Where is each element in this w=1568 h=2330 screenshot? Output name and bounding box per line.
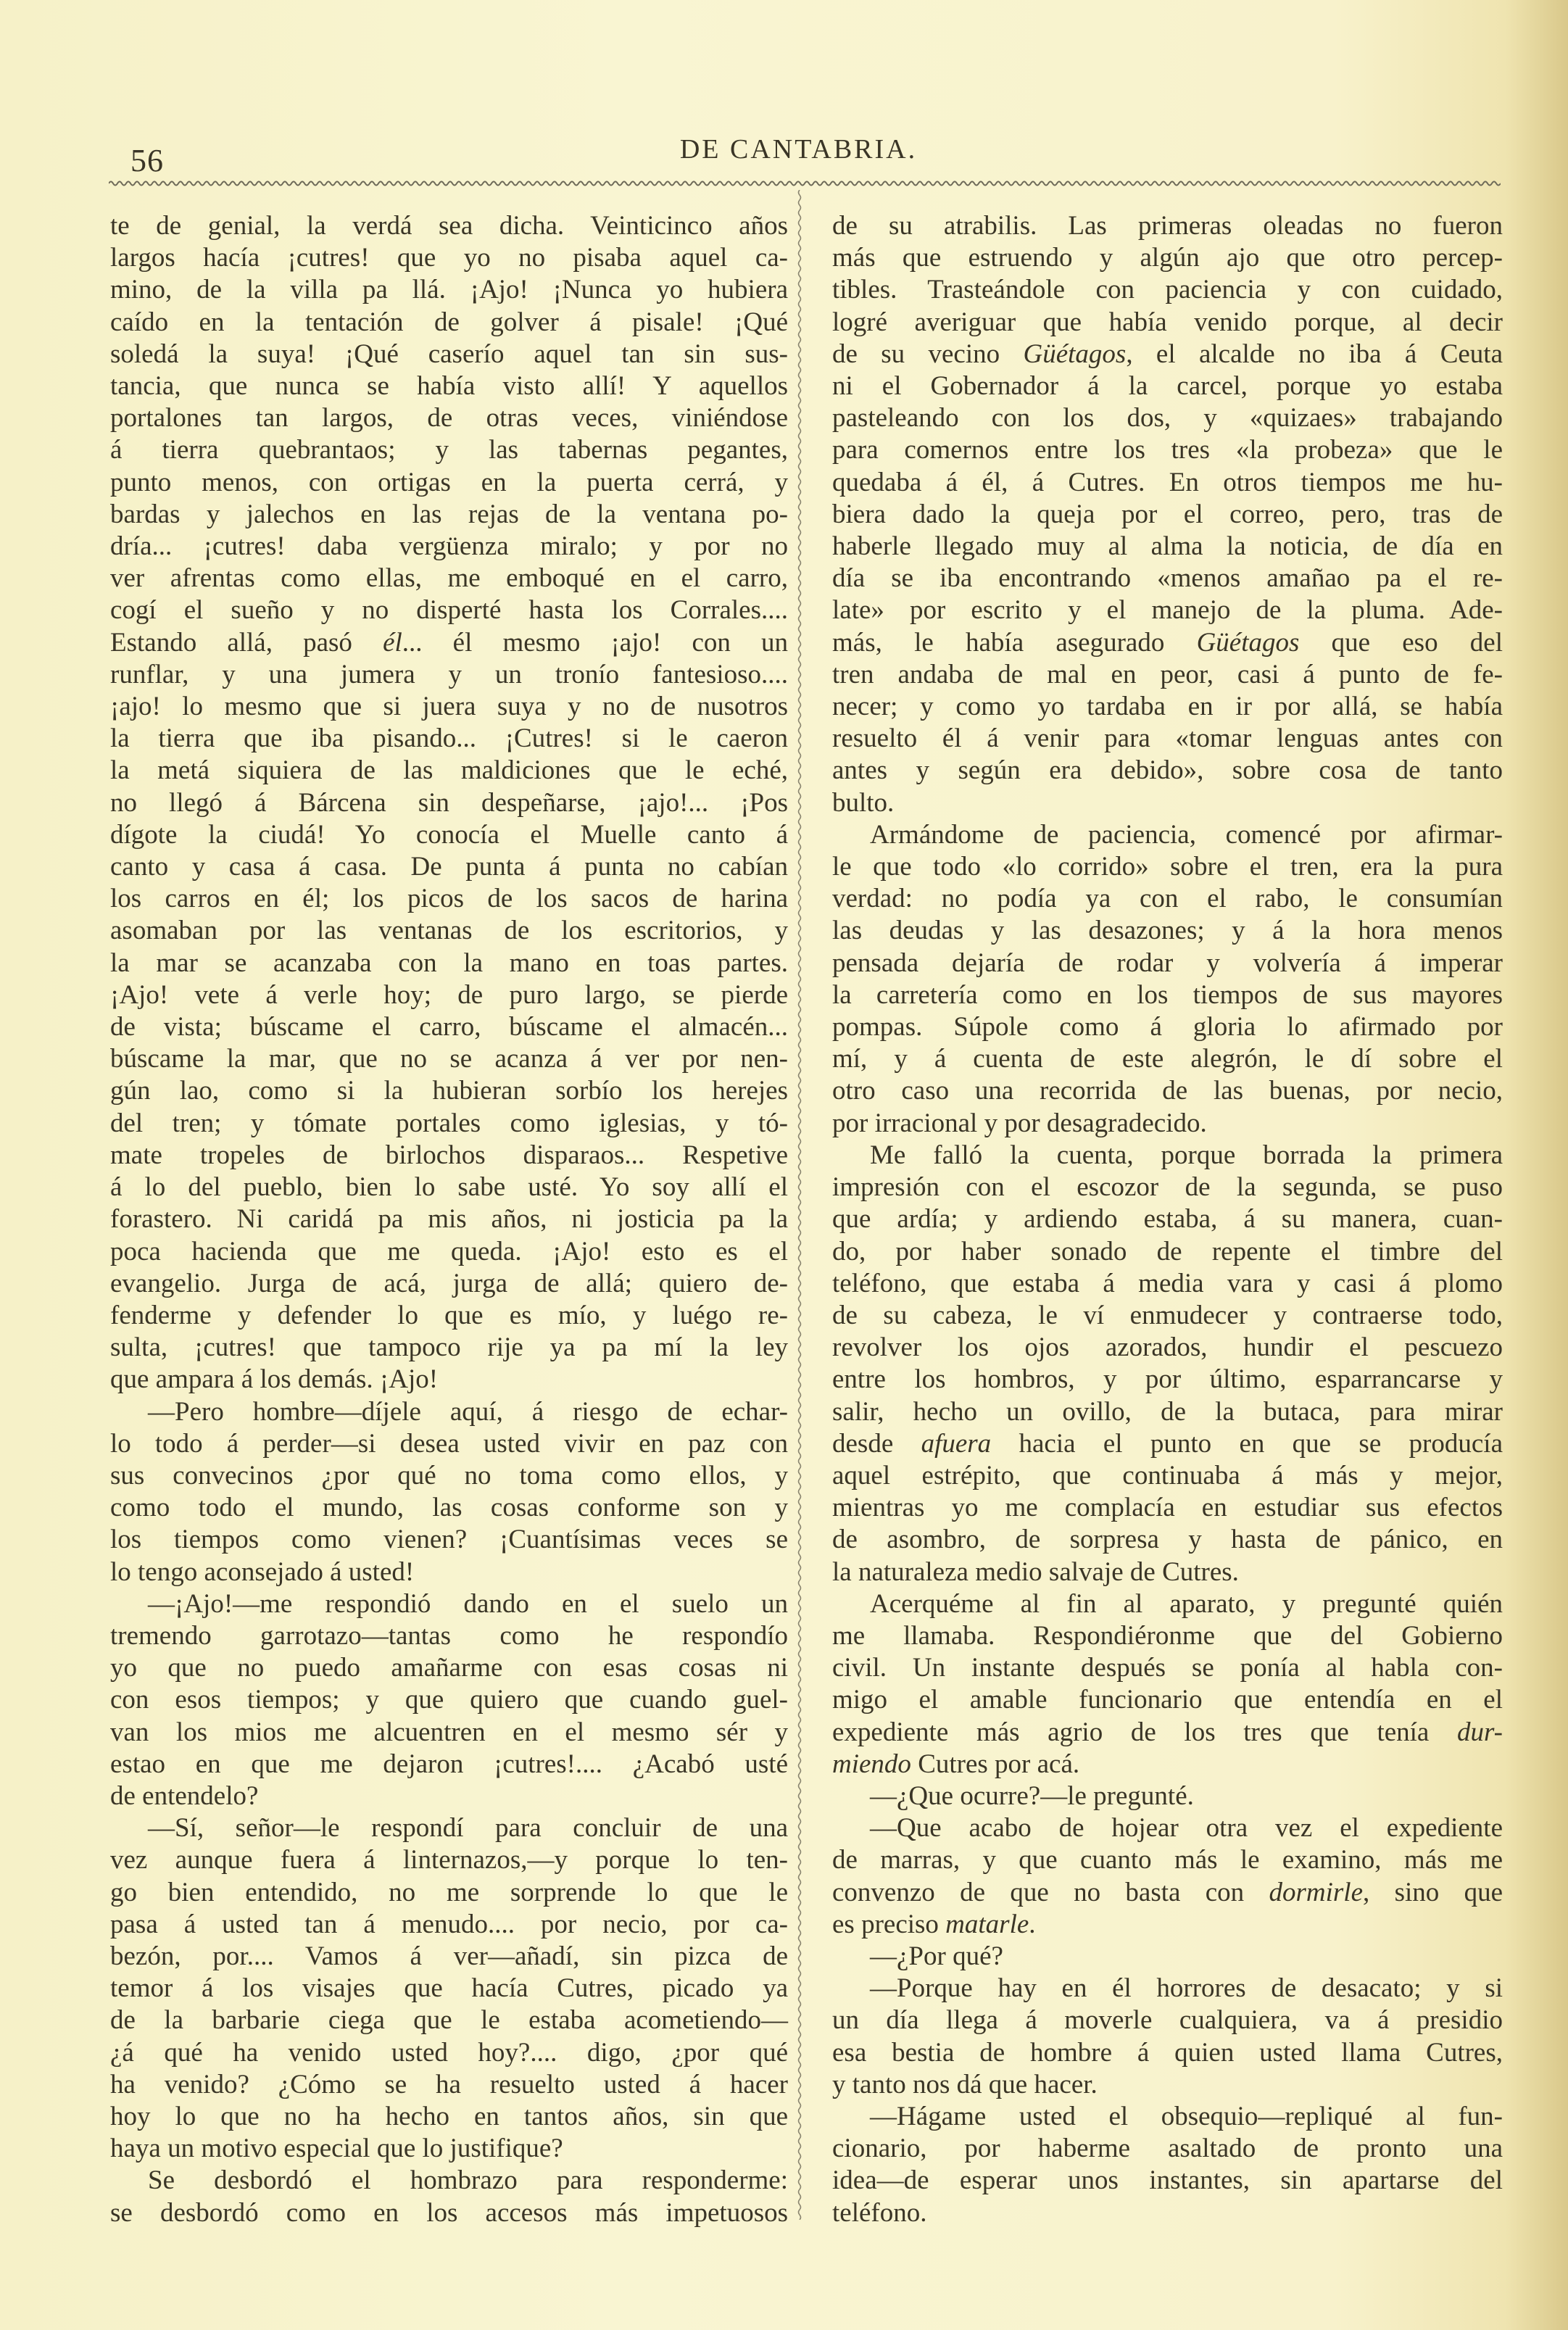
text-line: mate tropeles de birlochos disparaos... Respetive <box>110 1140 788 1170</box>
text-line: Acerquéme al fin al aparato, y pregunté quién <box>870 1588 1503 1619</box>
text-line: sulta, ¡cutres! que tampoco rije ya pa mí la ley <box>110 1332 788 1363</box>
text-line: haya un motivo especial que lo justifique? <box>110 2134 563 2164</box>
text-line: me llamaba. Respondiéronme que del Gobierno <box>832 1620 1503 1651</box>
text-line: caído en la tentación de golver á pisale! ¡Qué <box>110 307 788 337</box>
text-line: á lo del pueblo, bien lo sabe usté. Yo soy allí el <box>110 1172 788 1203</box>
text-line: un día llega á moverle cualquiera, va á presidio <box>832 2005 1503 2036</box>
italic-emphasis: dur- <box>1457 1717 1503 1747</box>
text-line: sus convecinos ¿por qué no toma como ellos, y <box>110 1460 788 1491</box>
wavy-header-rule <box>109 178 1501 188</box>
text-line: —Que acabo de hojear otra vez el expediente <box>870 1813 1503 1844</box>
italic-emphasis: Güétagos <box>1023 339 1127 369</box>
text-line: pasteleando con los dos, y «quizaes» trabajando <box>832 403 1503 434</box>
italic-emphasis: Güétagos <box>1196 627 1300 658</box>
text-line: salir, hecho un ovillo, de la butaca, para mirar <box>832 1396 1503 1427</box>
text-line: temor á los visajes que hacía Cutres, picado ya <box>110 1973 788 2004</box>
text-line: de asombro, de sorpresa y hasta de pánico, en <box>832 1525 1503 1555</box>
text-line: logré averiguar que había venido porque, al decir <box>832 307 1503 337</box>
text-line: convenzo de que no basta con dormirle, sino que <box>832 1877 1503 1907</box>
text-line: no llegó á Bárcena sin despeñarse, ¡ajo!... ¡Pos <box>110 787 788 818</box>
text-line: del tren; y tómate portales como iglesias, y tó- <box>110 1108 788 1138</box>
text-line: como todo el mundo, las cosas conforme son y <box>110 1493 788 1523</box>
text-line: —¡Ajo!—me respondió dando en el suelo un <box>148 1588 788 1619</box>
text-line: aquel estrépito, que continuaba á más y mejor, <box>832 1460 1503 1491</box>
text-line: miendo Cutres por acá. <box>832 1749 1080 1779</box>
text-line: tancia, que nunca se había visto allí! Y aquellos <box>110 371 788 402</box>
page-number: 56 <box>130 143 164 178</box>
text-line: por irracional y por desagradecido. <box>832 1108 1207 1138</box>
text-line: tremendo garrotazo—tantas como he respondío <box>110 1620 788 1651</box>
text-line: la carretería como en los tiempos de sus mayores <box>832 979 1503 1010</box>
text-line: hoy lo que no ha hecho en tantos años, sin que <box>110 2101 788 2131</box>
text-line: cionario, por haberme asaltado de pronto una <box>832 2134 1503 2164</box>
text-line: —Pero hombre—díjele aquí, á riesgo de echar- <box>148 1396 788 1427</box>
italic-emphasis: miendo <box>832 1749 911 1779</box>
text-line: ¡Ajo! vete á verle hoy; de puro largo, se pierde <box>110 979 788 1010</box>
text-line: expediente más agrio de los tres que tenía dur- <box>832 1717 1503 1747</box>
italic-emphasis: él <box>383 627 402 658</box>
text-line: de su cabeza, le ví enmudecer y contraerse todo, <box>832 1300 1503 1330</box>
text-line: go bien entendido, no me sorprende lo que le <box>110 1877 788 1907</box>
text-line: revolver los ojos azorados, hundir el pescuezo <box>832 1332 1503 1363</box>
text-line: de su atrabilis. Las primeras oleadas no fueron <box>832 211 1503 241</box>
text-line: la naturaleza medio salvaje de Cutres. <box>832 1556 1239 1587</box>
text-line: impresión con el escozor de la segunda, se puso <box>832 1172 1503 1203</box>
text-line: la metá siquiera de las maldiciones que le eché, <box>110 755 788 786</box>
text-line: de entendelo? <box>110 1780 259 1811</box>
text-line: yo que no puedo amañarme con esas cosas ni <box>110 1653 788 1683</box>
text-line: más, le había asegurado Güétagos que eso del <box>832 627 1503 658</box>
text-line: poca hacienda que me queda. ¡Ajo! esto es el <box>110 1236 788 1266</box>
text-line: civil. Un instante después se ponía al habla con- <box>832 1653 1503 1683</box>
wavy-column-divider <box>796 190 803 2220</box>
text-line: á tierra quebrantaos; y las tabernas pegantes, <box>110 435 788 465</box>
text-line: verdad: no podía ya con el rabo, le consumían <box>832 884 1503 914</box>
italic-emphasis: matarle <box>945 1909 1029 1939</box>
text-line: las deudas y las desazones; y á la hora menos <box>832 916 1503 946</box>
text-line: pompas. Súpole como á gloria lo afirmado por <box>832 1012 1503 1042</box>
text-line: necer; y como yo tardaba en ir por allá, se había <box>832 692 1503 722</box>
text-line: ha venido? ¿Cómo se ha resuelto usted á hacer <box>110 2069 788 2099</box>
text-line: de la barbarie ciega que le estaba acometiendo— <box>110 2005 788 2036</box>
text-line: los carros en él; los picos de los sacos de harina <box>110 884 788 914</box>
text-line: mientras yo me complacía en estudiar sus efectos <box>832 1493 1503 1523</box>
text-line: para comernos entre los tres «la probeza» que le <box>832 435 1503 465</box>
text-line: tren andaba de mal en peor, casi á punto de fe- <box>832 659 1503 689</box>
text-line: que ardía; y ardiendo estaba, á su manera, cuan- <box>832 1204 1503 1235</box>
text-line: entre los hombros, y por último, esparrancarse y <box>832 1364 1503 1395</box>
text-line: lo todo á perder—si desea usted vivir en paz con <box>110 1428 788 1459</box>
text-line: runflar, y una jumera y un tronío fantesioso.... <box>110 659 788 689</box>
text-line: portalones tan largos, de otras veces, viniéndose <box>110 403 788 434</box>
text-line: le que todo «lo corrido» sobre el tren, era la pura <box>832 852 1503 882</box>
text-line: biera dado la queja por el correo, pero, tras de <box>832 499 1503 529</box>
text-line: otro caso una recorrida de las buenas, por necio, <box>832 1076 1503 1106</box>
text-line: forastero. Ni caridá pa mis años, ni josticia pa la <box>110 1204 788 1235</box>
text-line: bulto. <box>832 787 895 818</box>
text-line: la tierra que iba pisando... ¡Cutres! si le caeron <box>110 724 788 754</box>
text-line: ver afrentas como ellas, me emboqué en el carro, <box>110 563 788 594</box>
text-line: y tanto nos dá que hacer. <box>832 2069 1098 2099</box>
text-line: de marras, y que cuanto más le examino, más me <box>832 1845 1503 1875</box>
text-line: largos hacía ¡cutres! que yo no pisaba aquel ca- <box>110 243 788 273</box>
text-line: fenderme y defender lo que es mío, y luégo re- <box>110 1300 788 1330</box>
text-line: con esos tiempos; y que quiero que cuando guel- <box>110 1685 788 1715</box>
text-line: punto menos, con ortigas en la puerta cerrá, y <box>110 467 788 497</box>
text-line: antes y según era debido», sobre cosa de tanto <box>832 755 1503 786</box>
right-text-column <box>832 210 1503 2229</box>
text-line: dígote la ciudá! Yo conocía el Muelle canto á <box>110 819 788 850</box>
text-line: lo tengo aconsejado á usted! <box>110 1556 415 1587</box>
italic-emphasis: afuera <box>921 1428 992 1459</box>
text-line: la mar se acanzaba con la mano en toas partes. <box>110 948 788 978</box>
text-line: teléfono. <box>832 2197 927 2228</box>
text-line: canto y casa á casa. De punta á punta no cabían <box>110 852 788 882</box>
text-line: pensada dejaría de rodar y volvería á imperar <box>832 948 1503 978</box>
text-line: van los mios me alcuentren en el mesmo sér y <box>110 1717 788 1747</box>
text-line: ¡ajo! lo mesmo que si juera suya y no de nusotros <box>110 692 788 722</box>
text-line: tibles. Trasteándole con paciencia y con cuidado, <box>832 275 1503 305</box>
text-line: bezón, por.... Vamos á ver—añadí, sin pizca de <box>110 1941 788 1971</box>
text-line: haberle llegado muy al alma la noticia, de día en <box>832 531 1503 562</box>
text-line: se desbordó como en los accesos más impetuosos <box>110 2197 788 2228</box>
text-line: evangelio. Jurga de acá, jurga de allá; quiero de- <box>110 1268 788 1298</box>
left-text-column <box>110 210 788 2229</box>
text-line: de su vecino Güétagos, el alcalde no iba á Ceuta <box>832 339 1503 369</box>
text-line: asomaban por las ventanas de los escritorios, y <box>110 916 788 946</box>
text-line: ¿á qué ha venido usted hoy?.... digo, ¿por qué <box>110 2037 788 2068</box>
text-line: búscame la mar, que no se acanza á ver por nen- <box>110 1044 788 1074</box>
text-line: migo el amable funcionario que entendía en el <box>832 1685 1503 1715</box>
text-line: do, por haber sonado de repente el timbre del <box>832 1236 1503 1266</box>
text-line: mino, de la villa pa llá. ¡Ajo! ¡Nunca yo hubiera <box>110 275 788 305</box>
text-line: esa bestia de hombre á quien usted llama Cutres, <box>832 2037 1503 2068</box>
text-line: estao en que me dejaron ¡cutres!.... ¿Acabó usté <box>110 1749 788 1779</box>
running-head-title: DE CANTABRIA. <box>679 134 918 165</box>
text-line: idea—de esperar unos instantes, sin apartarse del <box>832 2165 1503 2196</box>
text-line: vez aunque fuera á linternazos,—y porque lo ten- <box>110 1845 788 1875</box>
text-line: pasa á usted tan á menudo.... por necio, por ca- <box>110 1909 788 1939</box>
text-line: Me falló la cuenta, porque borrada la primera <box>870 1140 1503 1170</box>
text-line: late» por escrito y el manejo de la pluma. Ade- <box>832 595 1503 626</box>
text-line: resuelto él á venir para «tomar lenguas antes con <box>832 724 1503 754</box>
text-line: los tiempos como vienen? ¡Cuantísimas veces se <box>110 1525 788 1555</box>
text-line: más que estruendo y algún ajo que otro percep- <box>832 243 1503 273</box>
text-line: soledá la suya! ¡Qué caserío aquel tan sin sus- <box>110 339 788 369</box>
italic-emphasis: dormirle <box>1269 1877 1363 1907</box>
text-line: Se desbordó el hombrazo para responderme: <box>148 2165 788 2196</box>
text-line: —Sí, señor—le respondí para concluir de una <box>148 1813 788 1844</box>
text-line: Estando allá, pasó él... él mesmo ¡ajo! con un <box>110 627 788 658</box>
text-line: Armándome de paciencia, comencé por afirmar- <box>870 819 1503 850</box>
text-line: —Porque hay en él horrores de desacato; y si <box>870 1973 1503 2004</box>
text-line: que ampara á los demás. ¡Ajo! <box>110 1364 439 1395</box>
text-line: quedaba á él, á Cutres. En otros tiempos me hu- <box>832 467 1503 497</box>
text-line: es preciso matarle. <box>832 1909 1036 1939</box>
text-line: día se iba encontrando «menos amañao pa el re- <box>832 563 1503 594</box>
text-line: —¿Por qué? <box>870 1941 1003 1971</box>
text-line: te de genial, la verdá sea dicha. Veinticinco años <box>110 211 788 241</box>
text-line: cogí el sueño y no disperté hasta los Corrales.... <box>110 595 788 626</box>
text-line: dría... ¡cutres! daba vergüenza miralo; y por no <box>110 531 788 562</box>
text-line: de vista; búscame el carro, búscame el almacén... <box>110 1012 788 1042</box>
text-line: teléfono, que estaba á media vara y casi á plomo <box>832 1268 1503 1298</box>
text-line: —¿Que ocurre?—le pregunté. <box>870 1780 1194 1811</box>
text-line: —Hágame usted el obsequio—repliqué al fun- <box>870 2101 1503 2131</box>
text-line: mí, y á cuenta de este alegrón, le dí sobre el <box>832 1044 1503 1074</box>
text-line: bardas y jalechos en las rejas de la ventana po- <box>110 499 788 529</box>
text-line: gún lao, como si la hubieran sorbío los herejes <box>110 1076 788 1106</box>
text-line: ni el Gobernador á la carcel, porque yo estaba <box>832 371 1503 402</box>
text-line: desde afuera hacia el punto en que se producía <box>832 1428 1503 1459</box>
